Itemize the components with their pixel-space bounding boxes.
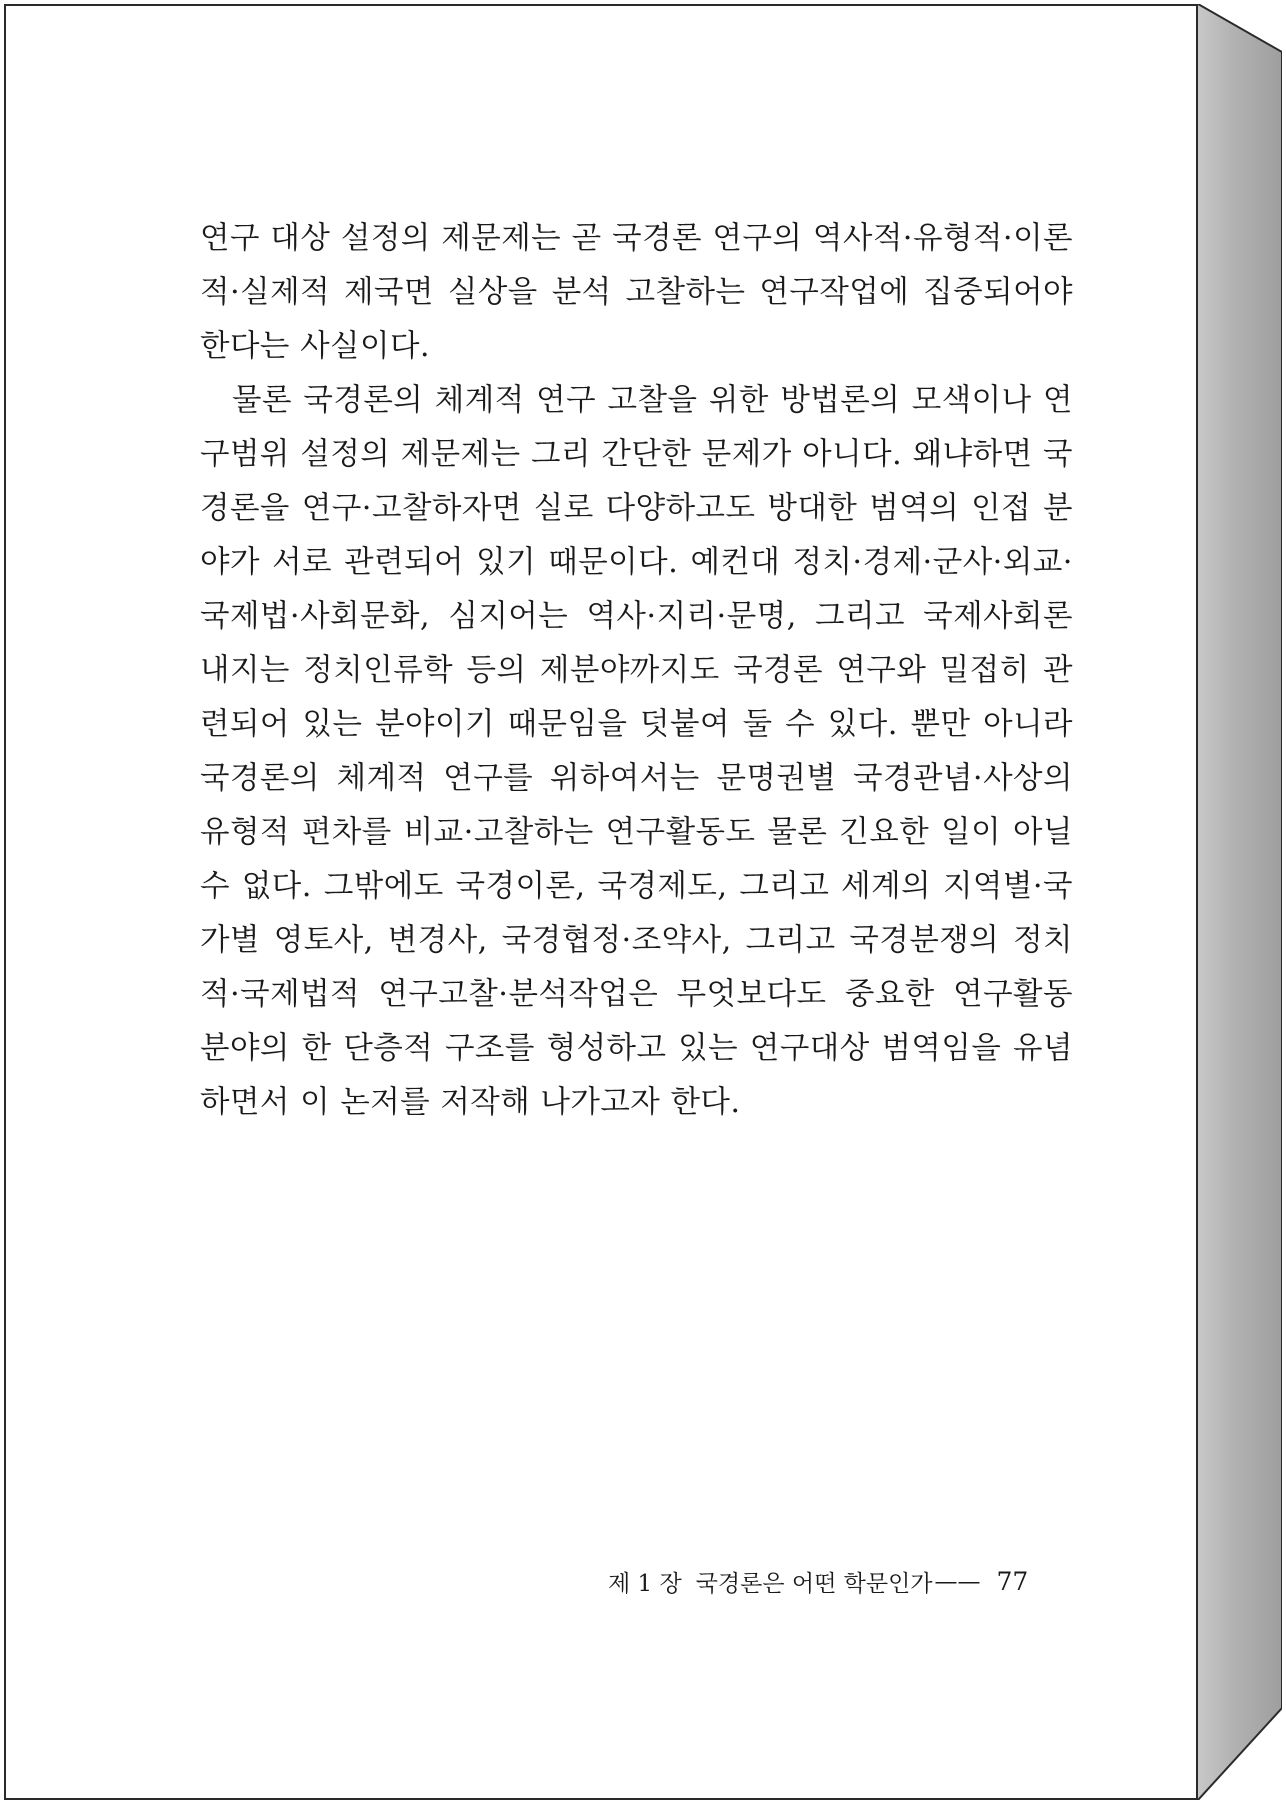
footer-dash: —— [934, 1568, 981, 1595]
running-footer [608, 1565, 1044, 1598]
body-text [200, 212, 1073, 1130]
paragraph-2: 물론 국경론의 체계적 연구 고찰을 위한 방법론의 모색이나 연구범위 설정의 제문제는 그리 간단한 문제가 아니다. 왜냐하면 국경론을 연구·고찰하자면 실로 다양하고도 방대한 범역의 인접 분야가 서로 관련되어 있기 때문이다. 예컨대 정치·경제·군사·외교·국제법·사회문화, 심지어는 역사·지리·문명, 그리고 국제사회론 내지는 정치인류학 등의 제분야까지도 국경론 연구와 밀접히 관련되어 있는 분야이기 때문임을 덧붙여 둘 수 있다. 뿐만 아니라 국경론의 체계적 연구를 위하여서는 문명권별 국경관념·사상의 유형적 편차를 비교·고찰하는 연구활동도 물론 긴요한 일이 아닐 수 없다. 그밖에도 국경이론, 국경제도, 그리고 세계의 지역별·국가별 영토사, 변경사, 국경협정·조약사, 그리고 국경분쟁의 정치적·국제법적 연구고찰·분석작업은 무엇보다도 중요한 연구활동 분야의 한 단층적 구조를 형성하고 있는 연구대상 범역임을 유념하면서 이 논저를 저작해 나가고자 한다. [200, 383, 1073, 1120]
page-number: 77 [996, 1567, 1029, 1596]
page-stack-edge [1198, 4, 1282, 1800]
paragraph-1: 연구 대상 설정의 제문제는 곧 국경론 연구의 역사적·유형적·이론적·실제적 제국면 실상을 분석 고찰하는 연구작업에 집중되어야 한다는 사실이다. [200, 221, 1073, 364]
footer-chapter: 제 1 장 [608, 1571, 682, 1597]
footer-title: 국경론은 어떤 학문인가 [695, 1571, 933, 1597]
